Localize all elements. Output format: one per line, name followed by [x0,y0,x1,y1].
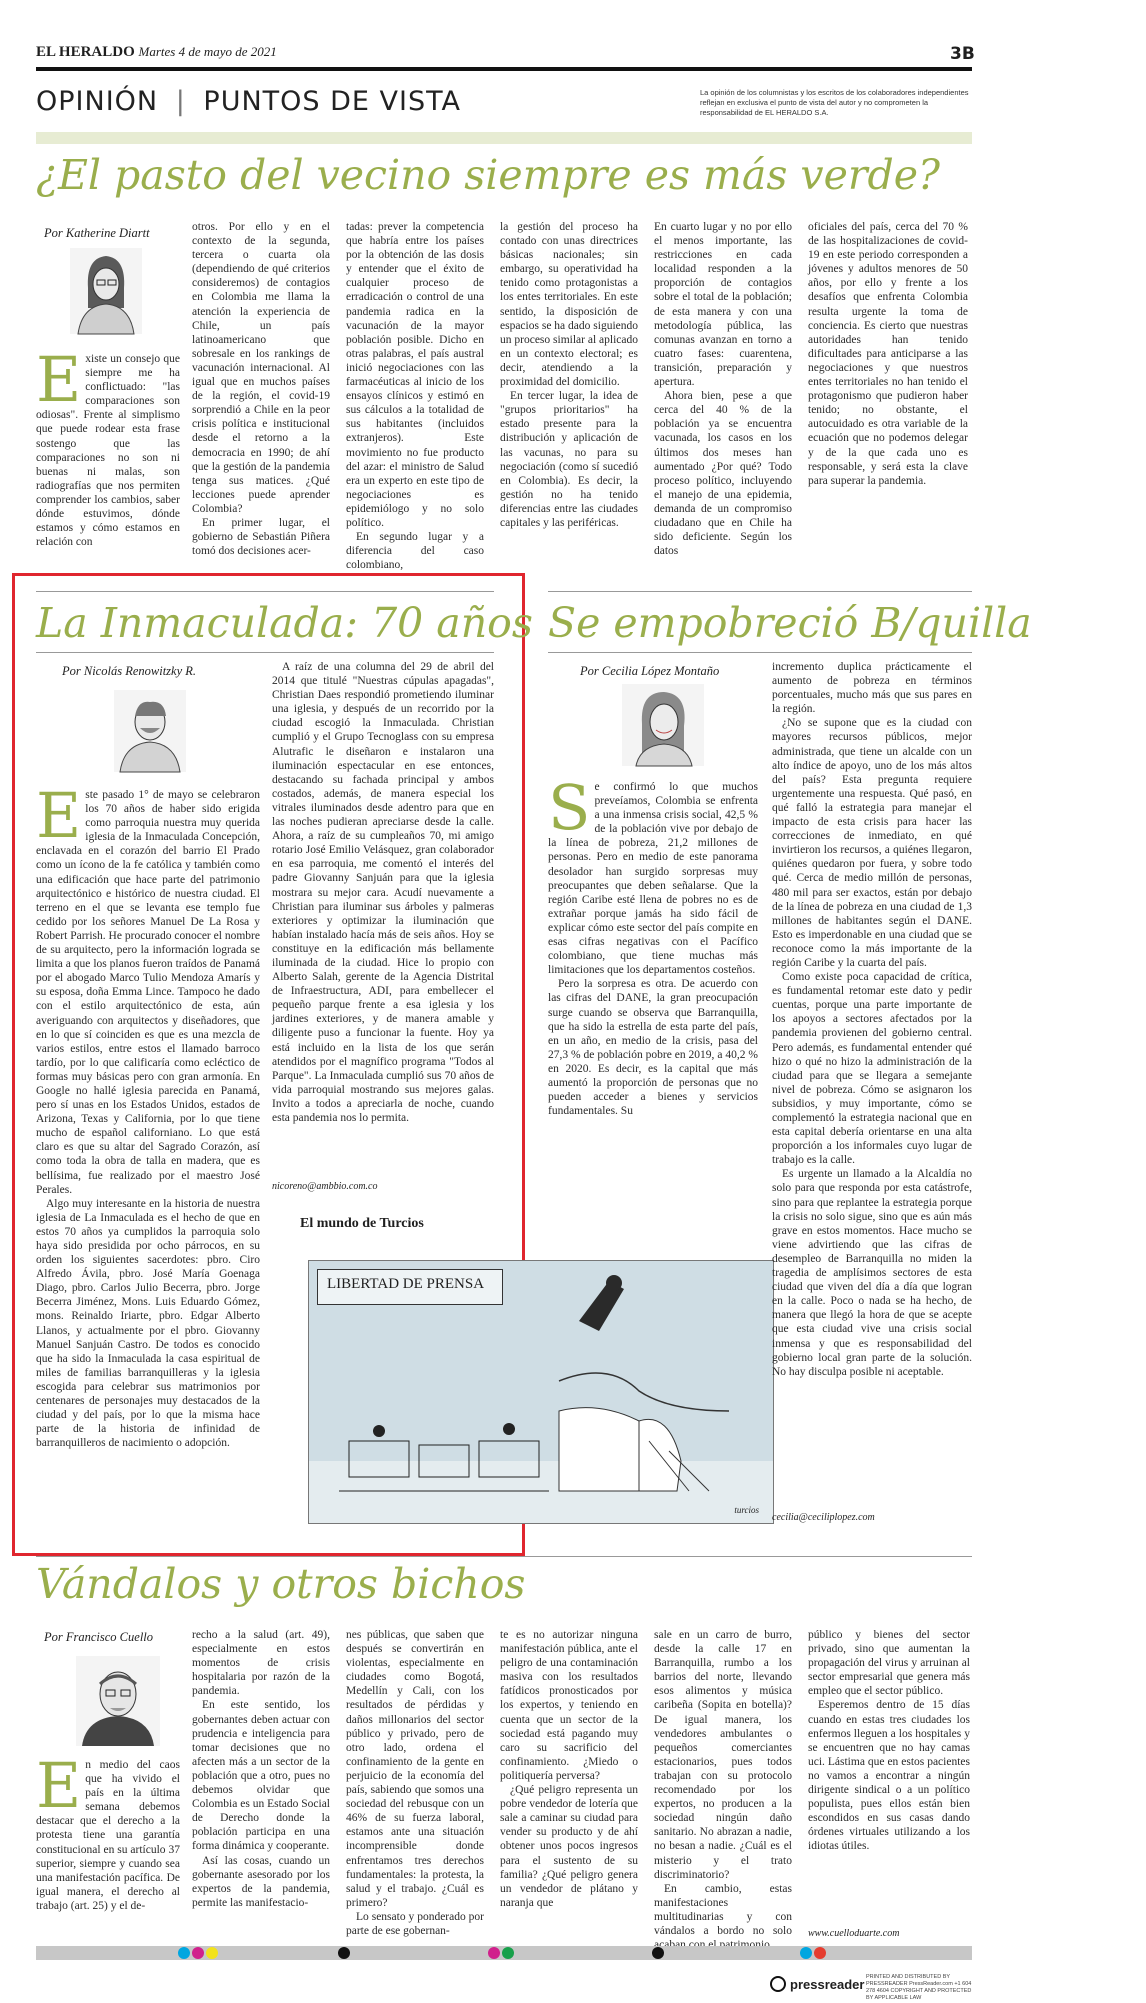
paragraph: En segundo lugar y a diferencia del caso colombiano, [346,531,484,572]
cartoon-scene [309,1261,773,1523]
paragraph: Es urgente un llamado a la Alcaldía no solo para que responda por esta catástrofe, sino para que replantee la estrategia porque la crisis no solo sigue, sino que es aún más grave en estos momentos. Hace mucho se viene advirtiendo que las cifras de desempleo de Barranquilla no miden la tragedia de amplísimos sectores de esta ciudad que viven del día a día que logran en la calle. Poco o nada se ha hecho, de manera que llegó la hora de que se acepte que esta ciudad vive una crisis social inmensa y que es responsabilidad del gobierno local gran parte de la solución. No hay disculpa posible ni aceptable. [772,1168,972,1378]
registration-dot-cyan [178,1947,190,1959]
paragraph: Ahora bien, pese a que cerca del 40 % de la población ya se encuentra vacunada, los casos en los últimos dos meses han aumentado ¿Por qué? Todo proceso político, incluyendo el manejo de una epidemia, demanda de un compromiso ciudadano que en Chile ha sido deficiente. Según los datos [654,390,792,558]
paragraph: n medio del caos que ha vivido el país en la última semana debemos destacar que el derecho a la protesta tiene una garantía constitucional en su artículo 37 superior, siempre y cuando sea una manifestación pacífica. De igual manera, el derecho al trabajo (art. 25) y el de- [36,1759,180,1912]
paragraph: Pero la sorpresa es otra. De acuerdo con las cifras del DANE, la gran preocupación surge cuando se observa que Barranquilla, que ha sido la estrella de esta parte del país, en un año, en medio de la crisis, pasa del 27,3 % de población pobre en 2019, a 40,2 % en 2020. Es decir, es la capital que más aumentó la proporción de personas que no pueden acceder a bienes y servicios fundamentales. Su [548,978,758,1118]
drop-cap: E [36,779,82,852]
pressreader-notice: PRINTED AND DISTRIBUTED BY PRESSREADER PressReader.com +1 604 278 4604 COPYRIGHT AND PROTECTED BY APPLICABLE LAW [866,1974,972,2001]
inmaculada-byline: Por Nicolás Renowitzky R. [62,664,197,678]
author-portrait [70,248,142,334]
pasto-col-1 [36,343,180,564]
masthead-rule [36,67,972,71]
vandalos-col-4 [500,1628,638,1942]
author-portrait [76,1656,160,1746]
vandalos-col-5 [654,1628,792,1942]
registration-dot-black [652,1947,664,1959]
paragraph: En este sentido, los gobernantes deben actuar con prudencia e inteligencia para tomar decisiones que no afecten más a un sector de la población que a otro, pues no debemos olvidar que Colombia es un Estado Social de Derecho donde la población participa en una forma dinámica y cooperante. [192,1699,330,1853]
paragraph: ¿No se supone que es la ciudad con mayores recursos públicos, mejor administrada, que tiene un alcalde con un alto índice de apoyo, uno de los más altos del país? Esta pregunta requiere urgentemente una respuesta. Qué pasó, en qué falló la estrategia para manejar el impacto de esta crisis para hacer las correcciones de inmediato, en qué invirtieron los recursos, a quiénes llegaron, quiénes quedaron por fuera, y sobre todo qué. Cerca de medio millón de personas, 480 mil para ser exactos, están por debajo de la línea de pobreza en una ciudad de 1,3 millones de habitantes según el DANE. Esto es imperdonable en una ciudad que se reconoce como la más importante de la región Caribe y la cuarta del país. [772,717,972,969]
pasto-byline: Por Katherine Diartt [44,226,150,240]
registration-dot-black [338,1947,350,1959]
quilla-col-1 [548,771,758,1180]
vandalos-col-1 [36,1749,180,1942]
paragraph: la gestión del proceso ha contado con unas directrices básicas nacionales; sin embargo, su operatividad ha tenido como protagonistas a los entes territoriales. En este sentido, la disposición de espacios se ha dado siguiendo un proceso similar al aplicado en un contexto electoral; es decir, atendiendo a la proximidad del domicilio. [500,221,638,389]
paragraph: oficiales del país, cerca del 70 % de las hospitalizaciones de covid-19 en este periodo corresponden a jóvenes y adultos menores de 50 años, por ello y frente a los desafíos que enfrenta Colombia resulta urgente la toma de conciencia. Es cierto que nuestras autoridades han tenido dificultades para anticiparse a las negociaciones y que nuestros entes territoriales no han tenido el protagonismo que pudieron haber tenido; no obstante, el autocuidado es otra variable de la ecuación que no podemos delegar y de la que cada uno es responsable, y será esta la clave para superar la pandemia. [808,221,968,487]
section-sub: PUNTOS DE VISTA [203,86,461,117]
paragraph: Como existe poca capacidad de crítica, es fundamental retomar este dato y pedir cuentas, porque una parte importante de los apoyos a sectores afectados por la pandemia provienen del gobierno central. Pero además, es fundamental entender qué hizo o qué no hizo la administración de la ciudad para que se llegara a semejante nivel de pobreza. Cómo se asignaron los subsidios, y muy importante, cómo se complementó la estrategia nacional que en esta capital debería orientarse en una alta proporción a los informales cuyo lugar de trabajo es la calle. [772,971,972,1167]
paragraph: En primer lugar, el gobierno de Sebastián Piñera tomó dos decisiones acer- [192,516,330,558]
author-portrait [622,684,704,766]
registration-dot-yellow [206,1947,218,1959]
divider [36,591,494,592]
paragraph: xiste un consejo que siempre me ha conflictuado: "las comparaciones son odiosas". Frente al simplismo que puede rodear esta frase sostengo que las comparaciones no son ni buenas ni malas, son radiografías que nos permiten comprender los cambios, saber dónde estuvimos, dónde estamos y cómo estamos en relación con [36,353,180,549]
drop-cap: S [548,771,591,844]
paragraph: Así las cosas, cuando un gobernante asesorado por los expertos de la pandemia, permite las manifestacio- [192,1854,330,1909]
page-number: 3B [950,44,975,64]
registration-dot-magenta [488,1947,500,1959]
paper-name: EL HERALDO [36,44,135,60]
paragraph: nes públicas, que saben que después se convertirán en violentas, especialmente en ciudades como Bogotá, Medellín y Cali, con los resultados de pérdidas y daños millonarios del sector público y privado, pero de otro lado, ordena el confinamiento de la gente en perjuicio de la economía del país, sabiendo que somos una sociedad del rebusque con un 46% de su fuerza laboral, estamos ante una situación incomprensible donde enfrentamos tres derechos fundamentales: la protesta, la salud y el trabajo. ¿Cuál es primero? [346,1629,484,1909]
quilla-headline: Se empobreció B/quilla [548,599,1032,647]
masthead [36,44,277,61]
paragraph: A raíz de una columna del 29 de abril del 2014 que titulé "Nuestras cúpulas apagadas", Christian Daes respondió prometiendo iluminar una iglesia, y después de un recorrido por la ciudad escogió la Inmaculada. Christian cumplió y el Grupo Tecnoglass con su empresa Alutrafic le diseñaron e instalaron una iluminación espectacular en ese entonces, destacando su fachada principal y ambos costados, además, de manera especial los vitrales iluminados desde adentro para que en las noches pudieran apreciarse desde la calle. Ahora, a raíz de su cumpleaños 70, mi amigo rotario José Emilio Velásquez, gran colaborador en esa parroquia, me comentó el interés del padre Giovanny Sanjuán para que la iglesia mostrara su mejor cara. Acudí nuevamente a Christian para iluminar sus árboles y palmeras exteriores y optimizar la iluminación que habían instalado hacía más de seis años. Hoy se constituye en la edificación más bellamente iluminada de la ciudad. Hice lo propio con Alberto Salah, gerente de la Agencia Distrital de Infraestructura, ADI, para embellecer el pequeño parque frente a esa iglesia y los jardines exteriores, y de manera amable y diligente puso a funcionar la fuente. Hoy ya está incluido en la lista de los que serán atendidos por el magnífico programa "Todos al Parque". La Inmaculada cumplió sus 70 años de vida parroquial mostrando sus mejores galas. Invito a todos a apreciarla de noche, cuando esta pandemia nos lo permita. [272,661,494,1124]
paragraph: te es no autorizar ninguna manifestación pública, ante el peligro de una contaminación masiva con los resultados fatídicos pronosticados por los expertos, y teniendo en cuenta que un sector de la sociedad está pagando muy caro su sacrificio del confinamiento. ¿Miedo o politiquería perversa? [500,1629,638,1782]
section-title [36,86,461,117]
pasto-col-5 [654,220,792,564]
section-disclaimer: La opinión de los columnistas y los escritos de los colaboradores independientes reflejan en exclusiva el punto de vista del autor y no comprometen la responsabilidad de EL HERALDO S.A. [700,88,969,117]
registration-dot-cyan [800,1947,812,1959]
author-portrait [114,690,186,772]
pressreader-icon [770,1976,786,1992]
section-rule [36,132,972,144]
author-email: cecilia@ceciliplopez.com [772,1512,875,1523]
author-website: www.cuelloduarte.com [808,1928,900,1939]
pressreader-logo [770,1976,864,1992]
vandalos-headline: Vándalos y otros bichos [36,1560,526,1608]
paragraph: e confirmó lo que muchos preveíamos, Colombia se enfrenta a una inmensa crisis social, 42,5 % de la población vive por debajo de la línea de pobreza, 21,2 millones de personas. Pero en medio de este panorama desolador han surgido sorpresas muy preocupantes que deben señalarse. Que la región Caribe esté llena de pobres no es de extrañar porque jamás ha sido fácil de explicar cómo este sector del país compite en esas cifras negativas con el Pacífico colombiano, que tiene muchas más limitaciones que los departamentos costeños. [548,781,758,977]
divider [36,1556,972,1557]
inmaculada-col-2 [272,660,494,1180]
paragraph: En tercer lugar, la idea de "grupos prioritarios" ha estado presente para la distribución y aplicación de las vacunas, no para su negociación (como sí sucedió en Colombia). Es decir, la gestión no ha tenido diferencias entre las ciudades capitales y las periféricas. [500,390,638,529]
paragraph: Esperemos dentro de 15 días cuando en estas tres ciudades los enfermos lleguen a los hospitales y se encuentren que no hay camas uci. Lástima que en estos pacientes no vamos a encontrar a ningún dirigente sindical o a un político populista, pues ellos están bien escondidos en sus casas dando órdenes virtuales utilizando a los idiotas útiles. [808,1699,970,1853]
inmaculada-headline: La Inmaculada: 70 años [36,599,533,647]
registration-dot-red [814,1947,826,1959]
divider [36,652,494,653]
divider [548,591,972,592]
section-divider: | [175,86,186,117]
cartoon-sign-text: LIBERTAD DE PRENSA [327,1276,485,1292]
section-name: OPINIÓN [36,86,159,117]
paragraph: En cambio, estas manifestaciones multitudinarias y con vándalos a bordo no solo [654,1882,792,1937]
vandalos-col-3 [346,1628,484,1942]
registration-dot-green [502,1947,514,1959]
registration-dot-magenta [192,1947,204,1959]
vandalos-byline: Por Francisco Cuello [44,1630,154,1644]
drop-cap: E [36,343,82,416]
pasto-col-2 [192,220,330,564]
paragraph: Lo sensato y ponderado por parte de ese gobernan- [346,1910,484,1937]
pasto-col-6 [808,220,968,564]
paragraph: sale en un carro de burro, desde la calle 17 en Barranquilla, rumbo a los barrios del norte, llevando esos alimentos y música caribeña (Sopita en botella)? De igual manera, los vendedores ambulantes o pequeños comerciantes estacionarios, pues todos trabajan con su protocolo recomendado por los expertos, no producen a la sociedad ningún daño sanitario. No abrazan a nadie, no besan a nadie. ¿Cuál es el misterio y el trato discriminatorio? [654,1629,792,1881]
pasto-col-4 [500,220,638,564]
paragraph: público y bienes del sector privado, sino que aumentan la propagación del virus y arruinan al sector empresarial que genera más empleo que el sector público. [808,1629,970,1698]
cartoon-signature: turcios [734,1505,759,1515]
pressreader-name: pressreader [790,1976,865,1992]
paragraph: ¿Qué peligro representa un pobre vendedor de lotería que sale a caminar su ciudad para vender su producto y de ahí obtener unos pocos ingresos para el sustento de su familia? ¿Qué peligro genera un vendedor de plátano y naranja que [500,1784,638,1909]
vandalos-col-6 [808,1628,970,1926]
paragraph: incremento duplica prácticamente el aumento de pobreza en términos porcentuales, mucho más que sus pares en la región. [772,661,972,716]
paragraph: ste pasado 1° de mayo se celebraron los 70 años de haber sido erigida como parroquia nuestra muy querida iglesia de la Inmaculada Concepción, enclavada en el corazón del barrio El Prado como un ícono de la fe católica y también como una edificación que hace parte del patrimonio arquitectónico e histórico de nuestra ciudad. El terreno en el que se levanta ese templo fue cedido por los señores Manuel De La Rosa y Robert Parrish. He procurado conocer el nombre de su arquitecto, pero la información lograda se limita a que los planos fueron traídos de Panamá por el abogado Marco Tulio Mendoza Amarís y su esposa, doña Emma Lince. Tampoco he dado con el estilo arquitectónico de esta, aún averiguando con arquitectos y diseñadores, que en lo que sí coinciden es que es una mezcla de varios estilos, entre estos el llamado barroco tardío, por lo que calificaría como ecléctico de formas muy básicas pero con gran armonía. En Google no hallé iglesia parecida en Panamá, pero sí unas en los Estados Unidos, estados de Arizona, Texas y California, por lo que tiene mucho de español californiano. Lo que está claro es que su altar del Sagrado Corazón, así como toda la obra de talla en madera, que es bellísima, fue realizado por el maestro José Perales. [36,789,260,1196]
author-email: nicoreno@ambbio.com.co [272,1181,378,1192]
paragraph: En cuarto lugar y no por ello el menos importante, las restricciones en cada localidad responden a la proporción de contagios sobre el total de la población; de esta manera y con una metodología pública, las comunas avanzan en torno a cuatro fases: cuarentena, transición, preparación y apertura. [654,221,792,389]
quilla-byline: Por Cecilia López Montaño [580,664,720,678]
drop-cap: E [36,1749,82,1822]
issue-date: Martes 4 de mayo de 2021 [138,44,277,59]
paragraph: recho a la salud (art. 49), especialmente en estos momentos de crisis hospitalaria por razón de la pandemia. [192,1629,330,1698]
pasto-headline: ¿El pasto del vecino siempre es más verde? [36,151,940,199]
divider [548,652,972,653]
vandalos-col-2 [192,1628,330,1942]
cartoon-illustration [308,1260,774,1524]
quilla-col-2 [772,660,972,1508]
pasto-col-3 [346,220,484,572]
cartoon-title: El mundo de Turcios [300,1216,424,1231]
inmaculada-col-1 [36,779,260,1528]
paragraph: tadas: prever la competencia que habría entre los países por la obtención de las dosis y entender que el éxito de cualquier proceso de erradicación o control de una pandemia radica en la vacunación de la mayor población posible. Dicho en otras palabras, el país austral inició negociaciones con las farmacéuticas al inicio de los ensayos clínicos y estimó en sus cálculos a la totalidad de sus habitantes (incluidos extranjeros). Este movimiento no fue producto del azar: el ministro de Salud era un experto en este tipo de negociaciones es epidemiólogo y no solo político. [346,221,484,529]
paragraph: otros. Por ello y en el contexto de la segunda, tercera o cuarta ola (dependiendo de qué criterios consideremos) de contagios en Colombia me llama la atención la experiencia de Chile, un país latinoamericano que sobresale en los rankings de vacunación internacional. Al igual que en muchos países de la región, el covid-19 sorprendió a Chile en la peor crisis política e institucional desde el retorno a la democracia en 1990; de ahí que la gestión de la pandemia tenga sus matices. ¿Qué lecciones puede aprender Colombia? [192,221,330,515]
paragraph: Algo muy interesante en la historia de nuestra iglesia de La Inmaculada es el hecho de que en estos 70 años ya cumplidos la parroquia solo haya sido presidida por ocho párrocos, en su orden los siguientes sacerdotes: pbro. Ciro Alfredo Ávila, pbro. José María Goenaga Diago, pbro. Carlos Julio Becerra, pbro. Jorge Becerra Jiménez, Mons. Luis Eduardo Gómez, mons. Reinaldo Iriarte, pbro. Edgar Alberto Llanos, y actualmente por el pbro. Giovanny Manuel Sanjuán Castro. De todos es conocido que ha sido la Inmaculada la casa espiritual de miles de familias barranquilleras y la iglesia escogida para celebrar sus matrimonios por centenares de personajes muy destacados de la ciudad y del país, por lo que la misma hace parte de la historia de infinidad de barranquilleros de nacimiento o adopción. [36,1197,260,1450]
